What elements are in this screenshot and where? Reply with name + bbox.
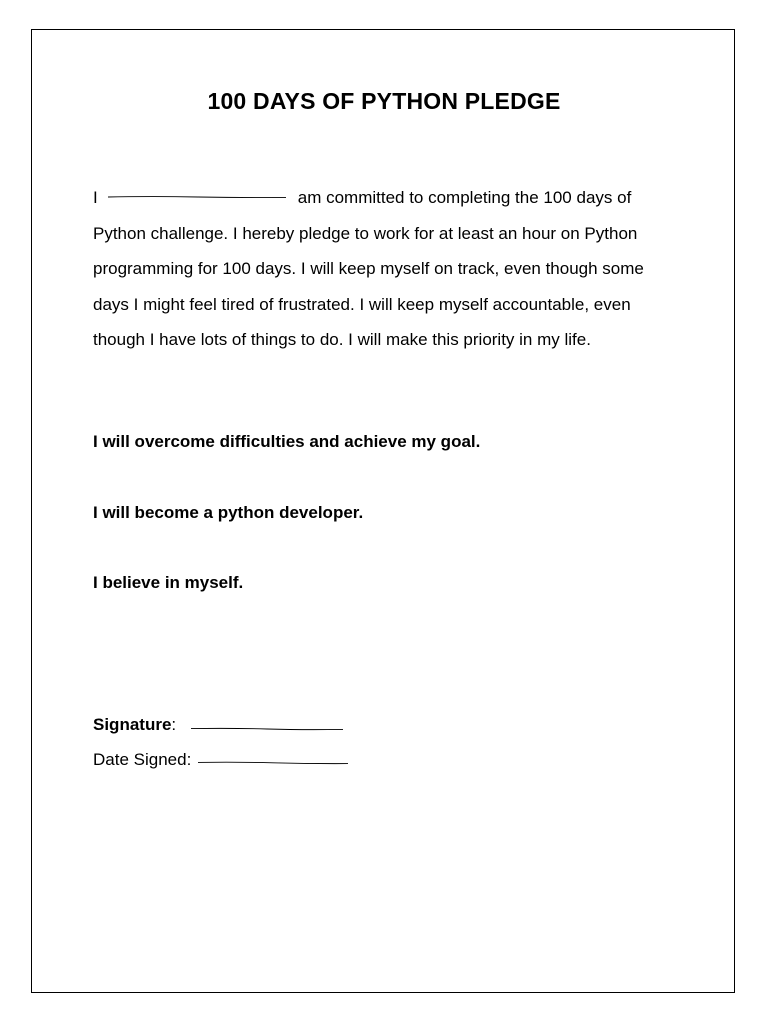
affirmation-overcome: I will overcome difficulties and achieve my goal.	[93, 432, 481, 451]
date-signed-label: Date Signed:	[93, 750, 192, 769]
date-blank-stroke	[198, 761, 348, 765]
signature-label: Signature	[93, 715, 172, 734]
name-blank-stroke	[108, 195, 286, 199]
name-blank-line	[108, 197, 286, 198]
affirmation-believe: I believe in myself.	[93, 573, 244, 592]
document-title: 100 DAYS OF PYTHON PLEDGE	[207, 88, 561, 114]
pledge-text-body: of Python challenge. I hereby pledge to work for at least an hour on Python programming for 100 days. I will keep myself on track, even though some days I might feel tired of frustrated. I will keep myself accountable, even though I have lots of things to do. I will make this priority in my life.	[93, 188, 644, 349]
pledge-intro: I	[93, 188, 98, 207]
signature-colon: :	[171, 715, 177, 734]
signature-blank-line	[191, 729, 343, 730]
pledge-text-line1: am committed to completing the 100 days	[297, 188, 613, 207]
date-signed-row	[93, 750, 191, 770]
affirmation-developer: I will become a python developer.	[93, 503, 364, 522]
signature-row	[93, 715, 176, 735]
signature-blank-stroke	[191, 727, 343, 731]
date-blank-line	[198, 763, 348, 764]
pledge-paragraph	[93, 180, 683, 358]
